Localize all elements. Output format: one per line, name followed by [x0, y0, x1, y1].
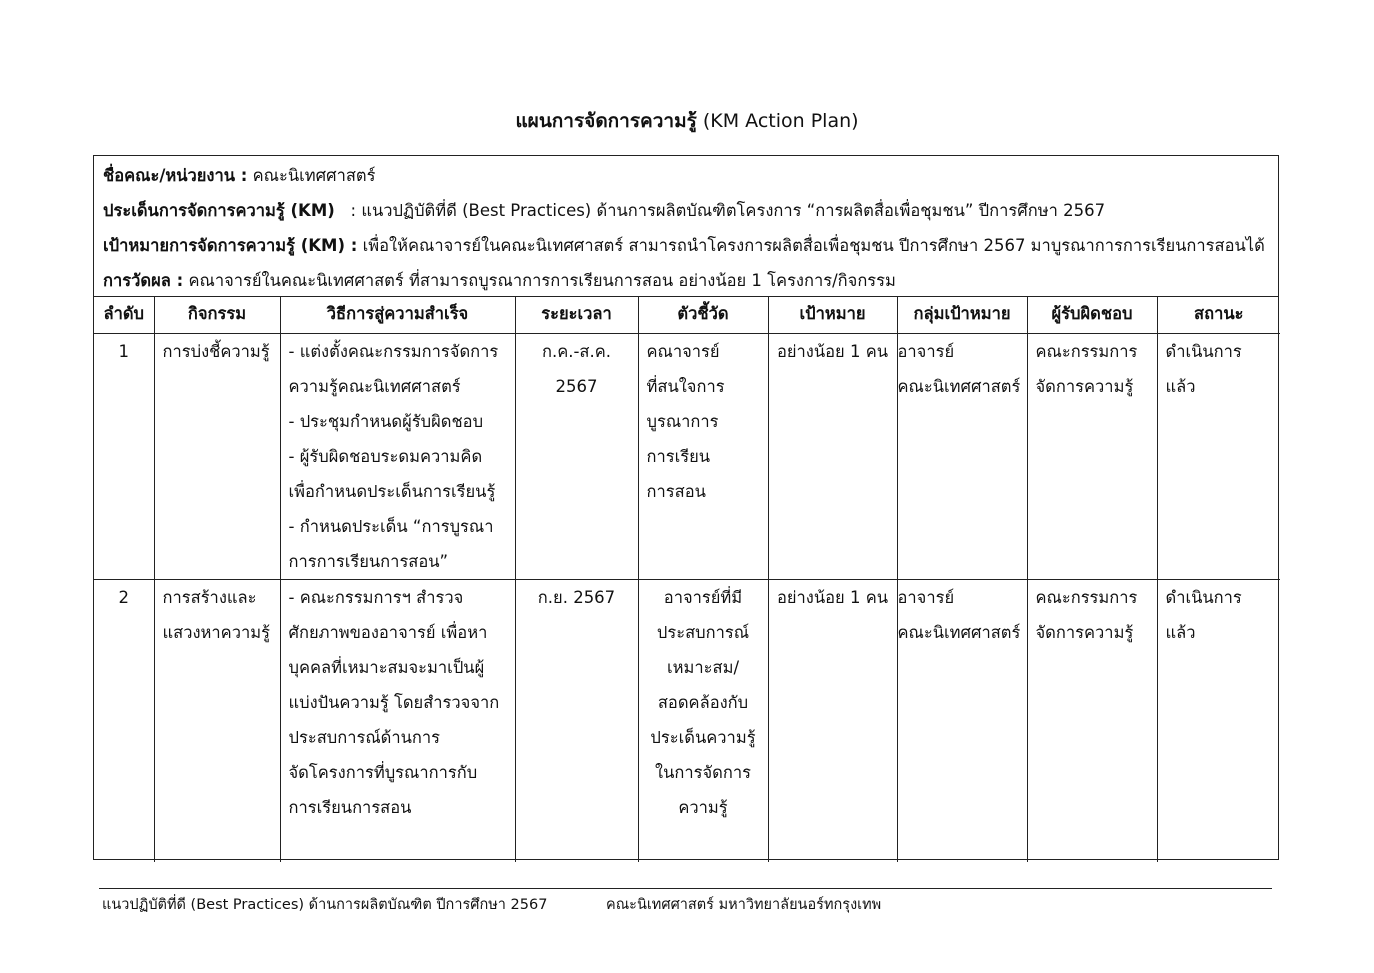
- method-line: ความรู้คณะนิเทศศาสตร์: [288, 376, 461, 396]
- group-line: คณะนิเทศศาสตร์: [897, 376, 1021, 396]
- goal-label: เป้าหมายการจัดการความรู้ (KM) :: [103, 236, 358, 255]
- cell-group: [897, 333, 1027, 579]
- measure-label: การวัดผล :: [103, 271, 184, 290]
- method-line: จัดโครงการที่บูรณาการกับ: [288, 762, 478, 782]
- activity-line: แสวงหาความรู้: [162, 622, 270, 642]
- header-method: วิธีการสู่ความสำเร็จ: [280, 296, 515, 333]
- owner-line: จัดการความรู้: [1035, 622, 1134, 642]
- goal-value: เพื่อให้คณาจารย์ในคณะนิเทศศาสตร์ สามารถนำโครงการผลิตสื่อเพื่อชุมชน ปีการศึกษา 2567 มาบูรณาการการเรียนการสอนได้: [357, 236, 1265, 255]
- method-line: การการเรียนการสอน”: [288, 551, 449, 571]
- status-line: ดำเนินการ: [1165, 341, 1242, 361]
- header-owner: ผู้รับผิดชอบ: [1027, 296, 1157, 333]
- owner-line: คณะกรรมการ: [1035, 587, 1138, 607]
- title-subtitle: (KM Action Plan): [696, 110, 859, 132]
- status-line: ดำเนินการ: [1165, 587, 1242, 607]
- topic-label: ประเด็นการจัดการความรู้ (KM): [103, 201, 335, 220]
- unit-line: [103, 158, 1278, 193]
- indicator-line: ที่สนใจการ: [646, 376, 725, 396]
- header-status: สถานะ: [1157, 296, 1280, 333]
- footer-divider: [99, 888, 1272, 889]
- header-activity: กิจกรรม: [154, 296, 280, 333]
- page-title: [0, 108, 1374, 134]
- indicator-line: ในการจัดการ: [655, 762, 751, 782]
- method-line: - กำหนดประเด็น “การบูรณา: [288, 516, 494, 536]
- method-line: ประสบการณ์ด้านการ: [288, 727, 441, 747]
- header-indicator: ตัวชี้วัด: [638, 296, 768, 333]
- method-line: - แต่งตั้งคณะกรรมการจัดการ: [288, 341, 499, 361]
- group-line: อาจารย์: [897, 341, 955, 361]
- unit-label: ชื่อคณะ/หน่วยงาน :: [103, 166, 248, 185]
- topic-value: : แนวปฏิบัติที่ดี (Best Practices) ด้านการผลิตบัณฑิตโครงการ “การผลิตสื่อเพื่อชุมชน” ปีการศึกษา 2567: [334, 201, 1106, 220]
- indicator-line: อาจารย์ที่มี: [663, 587, 743, 607]
- cell-period: ก.ย. 2567: [515, 579, 638, 862]
- owner-line: จัดการความรู้: [1035, 376, 1134, 396]
- measure-value: คณาจารย์ในคณะนิเทศศาสตร์ ที่สามารถบูรณาการการเรียนการสอน อย่างน้อย 1 โครงการ/กิจกรรม: [183, 271, 896, 290]
- cell-target: อย่างน้อย 1 คน: [768, 333, 897, 579]
- action-plan-table: [94, 296, 1280, 862]
- method-line: แบ่งปันความรู้ โดยสำรวจจาก: [288, 692, 500, 712]
- cell-status: [1157, 579, 1280, 862]
- cell-method: [280, 333, 515, 579]
- cell-status: [1157, 333, 1280, 579]
- cell-activity: [154, 333, 280, 579]
- measure-line: [103, 263, 1278, 298]
- cell-no: 1: [94, 333, 154, 579]
- method-line: - ผู้รับผิดชอบระดมความคิด: [288, 446, 483, 466]
- cell-indicator: [638, 579, 768, 862]
- footer-left-text: แนวปฏิบัติที่ดี (Best Practices) ด้านการผลิตบัณฑิต ปีการศึกษา 2567: [102, 897, 548, 913]
- indicator-line: ประสบการณ์: [656, 622, 750, 642]
- cell-indicator: [638, 333, 768, 579]
- unit-value: คณะนิเทศศาสตร์: [247, 166, 376, 185]
- indicator-line: เหมาะสม/: [666, 657, 740, 677]
- cell-owner: [1027, 333, 1157, 579]
- activity-line: การบ่งชี้ความรู้: [162, 341, 270, 361]
- cell-activity: [154, 579, 280, 862]
- indicator-line: ความรู้: [678, 797, 728, 817]
- topic-line: [103, 193, 1278, 228]
- title-bold: แผนการจัดการความรู้: [515, 110, 697, 132]
- indicator-line: การสอน: [646, 481, 706, 501]
- cell-period: ก.ค.-ส.ค. 2567: [515, 333, 638, 579]
- method-line: ศักยภาพของอาจารย์ เพื่อหา: [288, 622, 488, 642]
- cell-no: 2: [94, 579, 154, 862]
- status-line: แล้ว: [1165, 622, 1196, 642]
- page-footer: [102, 894, 882, 916]
- status-line: แล้ว: [1165, 376, 1196, 396]
- method-line: บุคคลที่เหมาะสมจะมาเป็นผู้: [288, 657, 485, 677]
- owner-line: คณะกรรมการ: [1035, 341, 1138, 361]
- cell-group: [897, 579, 1027, 862]
- method-line: - ประชุมกำหนดผู้รับผิดชอบ: [288, 411, 484, 431]
- method-line: เพื่อกำหนดประเด็นการเรียนรู้: [288, 481, 496, 501]
- indicator-line: การเรียน: [646, 446, 711, 466]
- goal-line: [103, 228, 1278, 263]
- plan-info-block: [94, 156, 1278, 297]
- table-row: [94, 579, 1280, 862]
- header-target: เป้าหมาย: [768, 296, 897, 333]
- cell-owner: [1027, 579, 1157, 862]
- cell-target: อย่างน้อย 1 คน: [768, 579, 897, 862]
- indicator-line: คณาจารย์: [646, 341, 720, 361]
- header-no: ลำดับ: [94, 296, 154, 333]
- method-line: - คณะกรรมการฯ สำรวจ: [288, 587, 464, 607]
- indicator-line: สอดคล้องกับ: [657, 692, 749, 712]
- indicator-line: บูรณาการ: [646, 411, 719, 431]
- table-header-row: [94, 296, 1280, 333]
- km-plan-frame: [93, 155, 1279, 860]
- group-line: อาจารย์: [897, 587, 955, 607]
- cell-method: [280, 579, 515, 862]
- header-period: ระยะเวลา: [515, 296, 638, 333]
- footer-right-text: คณะนิเทศศาสตร์ มหาวิทยาลัยนอร์ทกรุงเทพ: [606, 897, 882, 913]
- group-line: คณะนิเทศศาสตร์: [897, 622, 1021, 642]
- header-group: กลุ่มเป้าหมาย: [897, 296, 1027, 333]
- indicator-line: ประเด็นความรู้: [650, 727, 756, 747]
- method-line: การเรียนการสอน: [288, 797, 412, 817]
- table-row: [94, 333, 1280, 579]
- activity-line: การสร้างและ: [162, 587, 257, 607]
